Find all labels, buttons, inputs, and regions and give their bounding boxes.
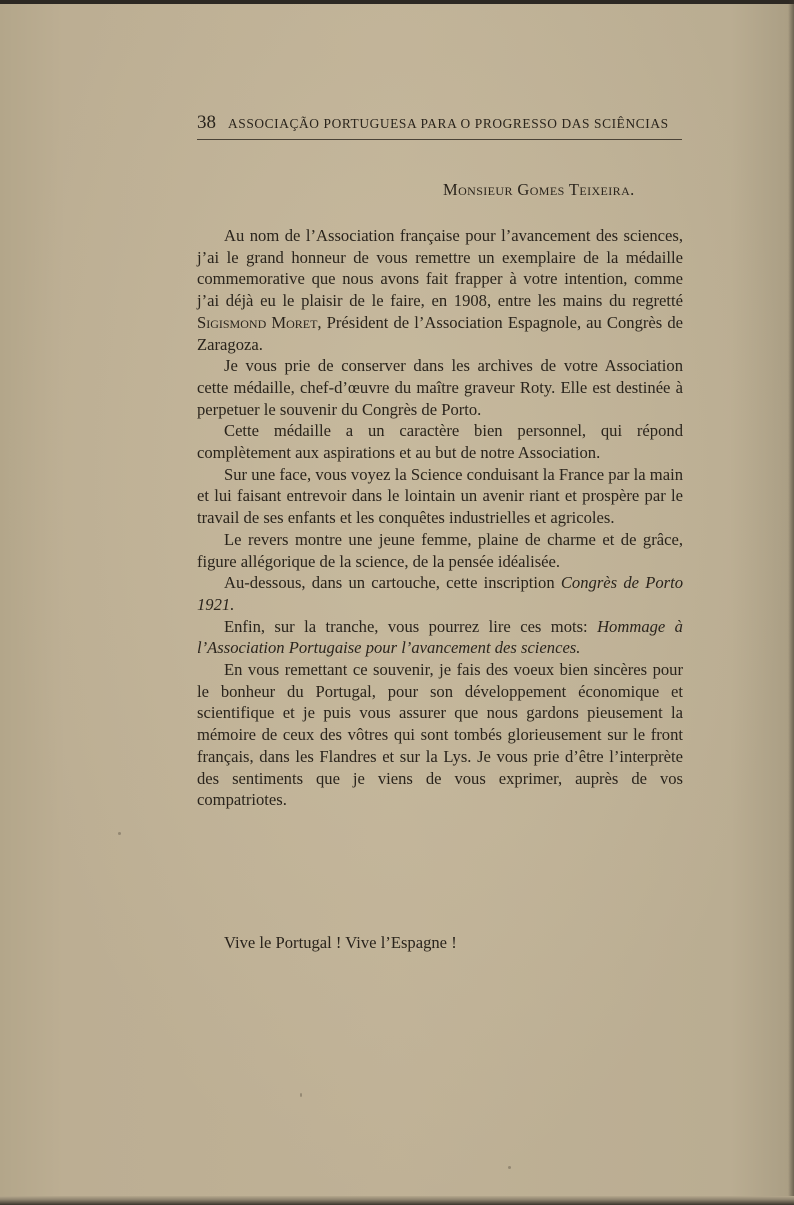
letter-paragraph [197, 464, 683, 529]
paragraph-text: Au nom de l’Association française pour l’avancement des sciences, j’ai le grand honneur de vous remettre un exemplaire de la médaille commemorative que nous avons fait frapper à votre intention, comme j’ai déjà eu le plaisir de le faire, en 1908, entre les mains du regretté [197, 226, 683, 311]
letter-paragraph [197, 225, 683, 355]
paper-speck [118, 832, 121, 835]
paragraph-text: Au-dessous, dans un cartouche, cette inscription [224, 573, 561, 593]
letter-paragraph [197, 529, 683, 572]
letter-paragraph [197, 572, 683, 615]
header-rule [197, 139, 682, 140]
paragraph-text: Enfin, sur la tranche, vous pourrez lire ces mots: [224, 616, 598, 636]
running-header [197, 112, 682, 136]
letter-paragraph [197, 420, 683, 463]
paragraph-text: Sur une face, vous voyez la Science conduisant la France par la main et lui faisant entrevoir dans le lointain un avenir riant et prospère par le travail de ses enfants et les conquêtes industrielles et agricoles. [197, 464, 683, 528]
paper-speck [300, 1093, 302, 1097]
page-right-edge [788, 0, 794, 1205]
paragraph-text: Je vous prie de conserver dans les archives de votre Association cette médaille, chef-d’œuvre du maître graveur Roty. Elle est destinée à perpetuer le souvenir du Congrès de Porto. [197, 356, 683, 419]
letter-body [197, 225, 683, 811]
letter-addressee: Monsieur Gomes Teixeira. [443, 180, 635, 199]
paragraph-text: En vous remettant ce souvenir, je fais des voeux bien sincères pour le bonheur du Portugal, pour son développement économique et scientifique et je puis vous assurer que nous gardons pieusement la mémoire de ceux des vôtres qui sont tombés glorieusement sur le front français, dans les Flandres et sur la Lys. Je vous prie d’être l’interprète des sentiments que je viens de vous exprimer, auprès de vos compatriotes. [197, 660, 683, 810]
letter-paragraph [197, 659, 683, 811]
running-head-title: ASSOCIAÇÃO PORTUGUESA PARA O PROGRESSO DAS SCIÊNCIAS [228, 116, 669, 131]
page-top-edge [0, 0, 794, 4]
letter-paragraph [197, 616, 683, 659]
letter-paragraph [197, 355, 683, 420]
paragraph-text: , Président de l’Association Espagnole, au Congrès de Zaragoza. [197, 312, 683, 354]
italic-text: Hommage à l’Association Portugaise pour l’avancement des sciences. [197, 616, 683, 658]
italic-text: Congrès de Porto 1921. [197, 573, 683, 614]
paragraph-text: Cette médaille a un caractère bien personnel, qui répond complètement aux aspirations et au but de notre Association. [197, 421, 683, 463]
page-number: 38 [197, 112, 216, 133]
proper-name: Sigismond Moret [197, 312, 318, 332]
paragraph-text: Le revers montre une jeune femme, plaine de charme et de grâce, figure allégorique de la science, de la pensée idéalisée. [197, 529, 683, 571]
page-bottom-edge [0, 1196, 794, 1205]
letter-closing: Vive le Portugal ! Vive l’Espagne ! [224, 933, 457, 952]
paper-speck [508, 1166, 511, 1169]
